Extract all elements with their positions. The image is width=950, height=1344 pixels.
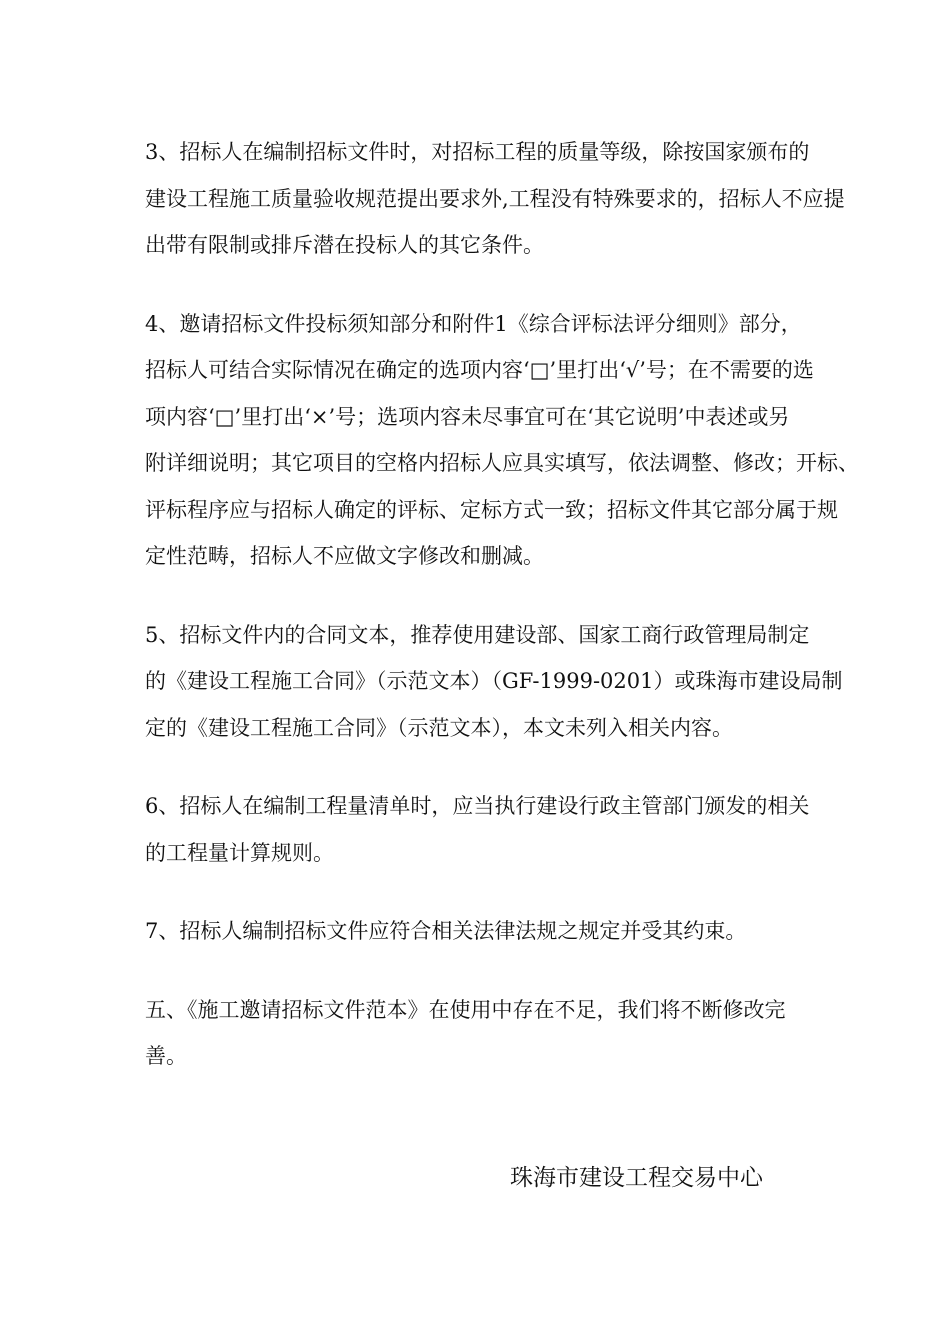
paragraph-item-6: [103, 783, 855, 876]
text-line: 3、招标人在编制招标文件时，对招标工程的质量等级，除按国家颁布的: [145, 140, 810, 164]
paragraph-item-3: [103, 129, 855, 269]
signature-organization: 珠海市建设工程交易中心: [510, 1165, 763, 1191]
text-line: 招标人可结合实际情况在确定的选项内容‘□’里打出‘√’号；在不需要的选: [145, 358, 814, 382]
paragraph-item-5: [103, 612, 855, 752]
text-line: 6、招标人在编制工程量清单时，应当执行建设行政主管部门颁发的相关: [145, 794, 810, 818]
paragraph-item-4: [103, 301, 859, 580]
text-line: 的《建设工程施工合同》（示范文本）（GF-1999-0201）或珠海市建设局制: [145, 669, 843, 693]
text-line: 五、《施工邀请招标文件范本》在使用中存在不足，我们将不断修改完: [145, 997, 786, 1022]
text-line: 5、招标文件内的合同文本，推荐使用建设部、国家工商行政管理局制定: [145, 622, 810, 647]
text-line: 4、邀请招标文件投标须知部分和附件1《综合评标法评分细则》部分，: [145, 311, 802, 336]
text-line: 7、招标人编制招标文件应符合相关法律法规之规定并受其约束。: [145, 919, 747, 943]
text-line: 善。: [145, 1044, 187, 1068]
text-line: 评标程序应与招标人确定的评标、定标方式一致；招标文件其它部分属于规: [145, 497, 838, 522]
text-line: 项内容‘□’里打出‘×’号；选项内容未尽事宜可在‘其它说明’中表述或另: [145, 404, 790, 429]
document-body: [103, 129, 859, 1112]
text-line: 附详细说明；其它项目的空格内招标人应具实填写，依法调整、修改；开标、: [145, 451, 859, 475]
text-line: 定性范畴，招标人不应做文字修改和删减。: [145, 544, 544, 568]
text-line: 建设工程施工质量验收规范提出要求外,工程没有特殊要求的，招标人不应提: [145, 186, 845, 211]
text-line: 出带有限制或排斥潜在投标人的其它条件。: [145, 233, 544, 257]
text-line: 定的《建设工程施工合同》（示范文本），本文未列入相关内容。: [145, 715, 733, 740]
paragraph-item-7: [103, 908, 855, 955]
paragraph-section-five: [103, 987, 855, 1080]
text-line: 的工程量计算规则。: [145, 840, 334, 865]
